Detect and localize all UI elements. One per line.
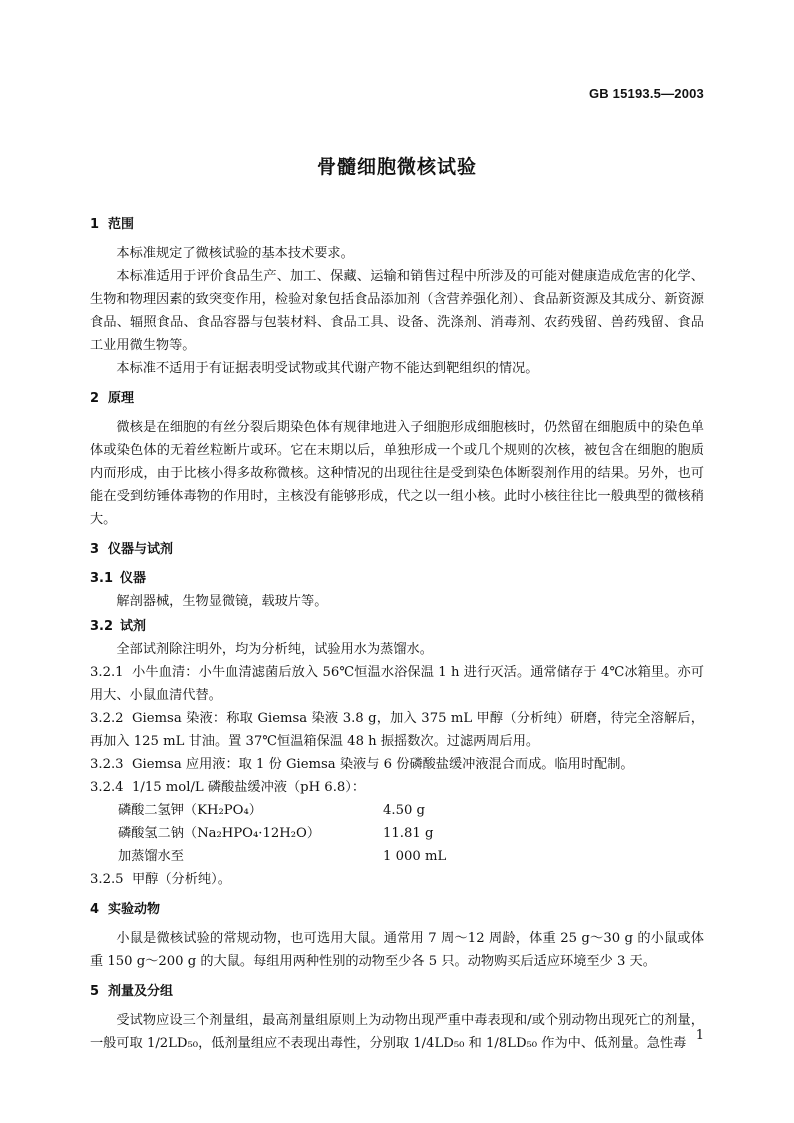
clause-number: 3.2.3: [90, 757, 124, 772]
paragraph: 小鼠是微核试验的常规动物，也可选用大鼠。通常用 7 周～12 周龄，体重 25 g～30 g 的小鼠或体重 150 g～200 g 的大鼠。每组用两种性别的动物至少各 5 只。动物购买后适应环境至少 3 天。: [90, 931, 704, 969]
clause-number: 3.2.4: [90, 780, 124, 795]
reagent-amount: 1 000 mL: [383, 849, 447, 864]
section-number: 4: [90, 902, 100, 917]
clause-number: 3.2.2: [90, 711, 124, 726]
reagent-name: 加蒸馏水至: [118, 849, 184, 864]
table-row: [118, 822, 704, 845]
paragraph: 本标准不适用于有证据表明受试物或其代谢产物不能达到靶组织的情况。: [116, 361, 539, 376]
clause-text: Giemsa 应用液：取 1 份 Giemsa 染液与 6 份磷酸盐缓冲液混合而成。临用时配制。: [132, 757, 634, 772]
section-number: 5: [90, 984, 100, 999]
clause-text: Giemsa 染液：称取 Giemsa 染液 3.8 g，加入 375 mL 甲醇（分析纯）研磨，待完全溶解后，再加入 125 mL 甘油。置 37℃恒温箱保温 48 h 振摇数次。过滤两周后用。: [90, 711, 704, 749]
paragraph: 本标准规定了微核试验的基本技术要求。: [116, 246, 354, 261]
paragraph: 全部试剂除注明外，均为分析纯，试验用水为蒸馏水。: [116, 642, 433, 657]
document-body: [90, 206, 704, 1055]
clause-number: 3.2.5: [90, 872, 124, 887]
reagent-name: 磷酸二氢钾（KH₂PO₄）: [118, 803, 262, 818]
section-heading-instruments-reagents: [90, 538, 704, 561]
table-row: [118, 799, 704, 822]
clause-phosphate-buffer: [90, 776, 704, 799]
standard-code: GB 15193.5—2003: [588, 86, 704, 101]
subsection-number: 3.2: [90, 619, 114, 634]
subsection-number: 3.1: [90, 571, 114, 586]
clause-text: 甲醇（分析纯）。: [132, 872, 231, 887]
reagent-name: 磷酸氢二钠（Na₂HPO₄·12H₂O）: [118, 826, 321, 841]
section-title: 剂量及分组: [108, 984, 174, 999]
buffer-recipe-table: [118, 799, 704, 868]
paragraph: 本标准适用于评价食品生产、加工、保藏、运输和销售过程中所涉及的可能对健康造成危害的化学、生物和物理因素的致突变作用，检验对象包括食品添加剂（含营养强化剂）、食品新资源及其成分、新资源食品、辐照食品、食品容器与包装材料、食品工具、设备、洗涤剂、消毒剂、农药残留、兽药残留、食品工业用微生物等。: [90, 269, 704, 353]
clause-methanol: [90, 868, 704, 891]
clause-text: 1/15 mol/L 磷酸盐缓冲液（pH 6.8）：: [132, 780, 366, 795]
clause-number: 3.2.1: [90, 665, 124, 680]
section-number: 2: [90, 391, 100, 406]
reagent-amount: 11.81 g: [383, 826, 434, 841]
section-heading-dose-grouping: [90, 980, 704, 1003]
subsection-title: 试剂: [120, 619, 147, 634]
section-heading-experimental-animals: [90, 898, 704, 921]
paragraph: 解剖器械，生物显微镜，载玻片等。: [116, 594, 328, 609]
section-title: 实验动物: [108, 902, 161, 917]
subsection-title: 仪器: [120, 571, 147, 586]
section-number: 1: [90, 217, 100, 232]
clause-calf-serum: [90, 661, 704, 707]
subsection-heading-instruments: [90, 567, 704, 590]
document-title: 骨髓细胞微核试验: [316, 156, 477, 178]
clause-text: 小牛血清：小牛血清滤菌后放入 56℃恒温水浴保温 1 h 进行灭活。通常储存于 4℃冰箱里。亦可用大、小鼠血清代替。: [90, 665, 704, 703]
section-heading-scope: [90, 213, 704, 236]
paragraph: 受试物应设三个剂量组，最高剂量组原则上为动物出现严重中毒表现和/或个别动物出现死亡的剂量，一般可取 1/2LD₅₀，低剂量组应不表现出毒性，分别取 1/4LD₅₀ 和 1/8LD₅₀ 作为中、低剂量。急性毒: [90, 1013, 704, 1051]
paragraph: 微核是在细胞的有丝分裂后期染色体有规律地进入子细胞形成细胞核时，仍然留在细胞质中的染色单体或染色体的无着丝粒断片或环。它在末期以后，单独形成一个或几个规则的次核，被包含在细胞的胞质内而形成，由于比核小得多故称微核。这种情况的出现往往是受到染色体断裂剂作用的结果。另外，也可能在受到纺锤体毒物的作用时，主核没有能够形成，代之以一组小核。此时小核往往比一般典型的微核稍大。: [90, 420, 704, 527]
section-heading-principle: [90, 387, 704, 410]
page-number: 1: [695, 1028, 704, 1043]
clause-giemsa-working-solution: [90, 753, 704, 776]
section-number: 3: [90, 542, 100, 557]
section-title: 仪器与试剂: [108, 542, 174, 557]
section-title: 范围: [108, 217, 135, 232]
clause-giemsa-stain: [90, 707, 704, 753]
section-title: 原理: [108, 391, 135, 406]
table-row: [118, 845, 704, 868]
subsection-heading-reagents: [90, 615, 704, 638]
reagent-amount: 4.50 g: [383, 803, 425, 818]
